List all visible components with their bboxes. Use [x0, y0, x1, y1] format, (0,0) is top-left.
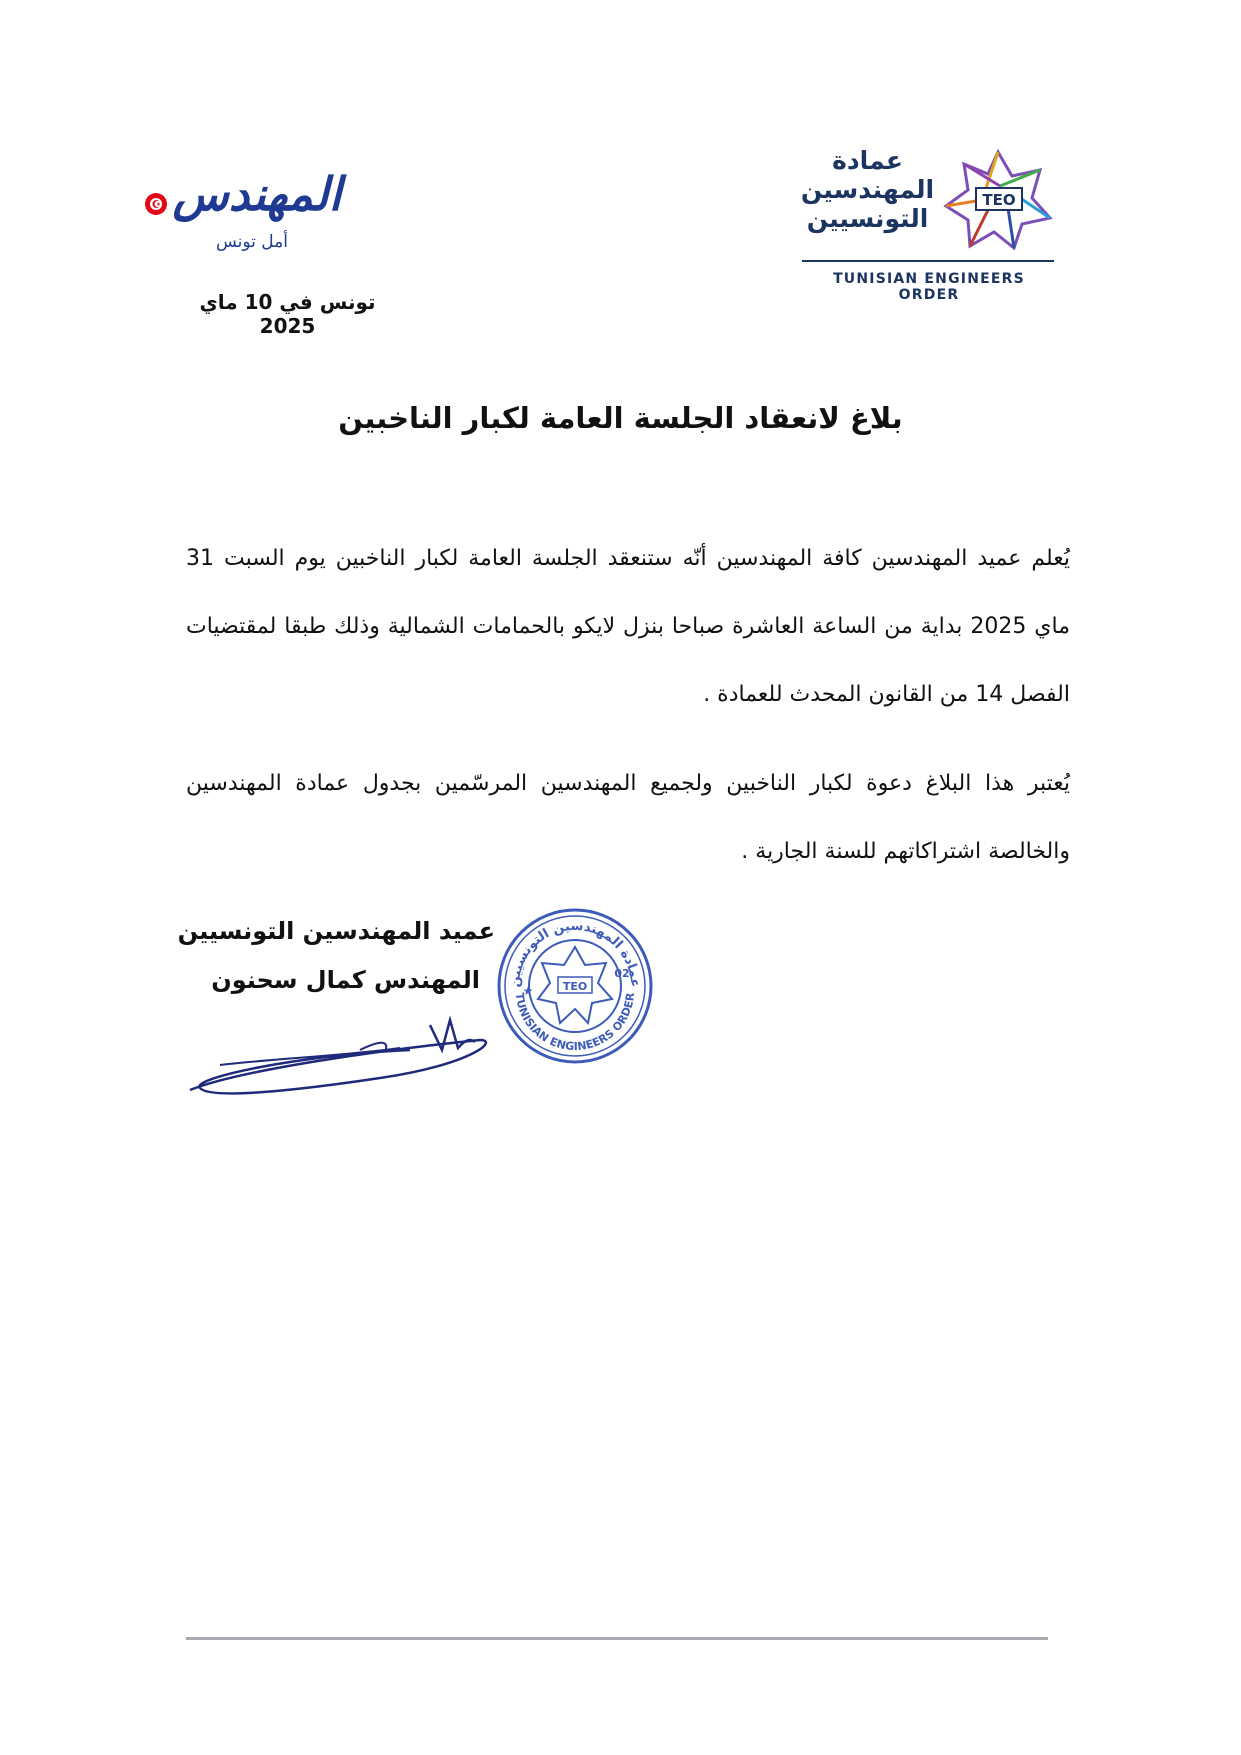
- teo-arabic-line-1: عمادة: [832, 146, 903, 175]
- document-title: بلاغ لانعقاد الجلسة العامة لكبار الناخبين: [338, 401, 903, 435]
- campaign-tagline: أمل تونس: [215, 232, 289, 252]
- campaign-logo: [140, 167, 370, 260]
- svg-text:★: ★: [522, 984, 534, 998]
- seal-latin-text: TUNISIAN ENGINEERS ORDER: [512, 992, 638, 1054]
- teo-divider: [802, 260, 1054, 262]
- document-date: تونس في 10 ماي 2025: [199, 290, 376, 338]
- footer-divider: [186, 1637, 1048, 1640]
- teo-arabic-line-2: المهندسين: [800, 175, 935, 204]
- teo-arabic-name: [800, 146, 935, 233]
- paragraph-invitation: يُعتبر هذا البلاغ دعوة لكبار الناخبين ولجميع المهندسين المرسّمين بجدول عمادة المهندسين والخالصة اشتراكاتهم للسنة الجارية .: [186, 771, 1070, 864]
- paragraph-announcement: يُعلم عميد المهندسين كافة المهندسين أنّه ستنعقد الجلسة العامة لكبار الناخبين يوم السبت 31 ماي 2025 بداية من الساعة العاشرة صباحا بنزل لايكو بالحمامات الشمالية وذلك طبقا لمقتضيات الفصل 14 من القانون المحدث للعمادة .: [186, 546, 1070, 707]
- teo-latin-name: TUNISIAN ENGINEERS ORDER: [833, 271, 1025, 303]
- teo-arabic-line-3: التونسيين: [806, 204, 929, 233]
- signer-title: عميد المهندسين التونسيين: [177, 917, 495, 945]
- seal-arabic-text: عمادة المهندسين التونسيين: [507, 918, 643, 988]
- signer-name: المهندس كمال سحنون: [211, 966, 480, 994]
- teo-star-emblem-icon: [942, 148, 1054, 252]
- teo-emblem-text: TEO: [982, 191, 1016, 209]
- handwritten-signature: [180, 1010, 500, 1110]
- seal-number: 02: [614, 967, 630, 980]
- teo-logo: [800, 146, 1060, 303]
- official-stamp-icon: [494, 905, 656, 1067]
- campaign-wordmark: المهندس: [172, 167, 342, 221]
- seal-emblem-text: TEO: [562, 980, 588, 993]
